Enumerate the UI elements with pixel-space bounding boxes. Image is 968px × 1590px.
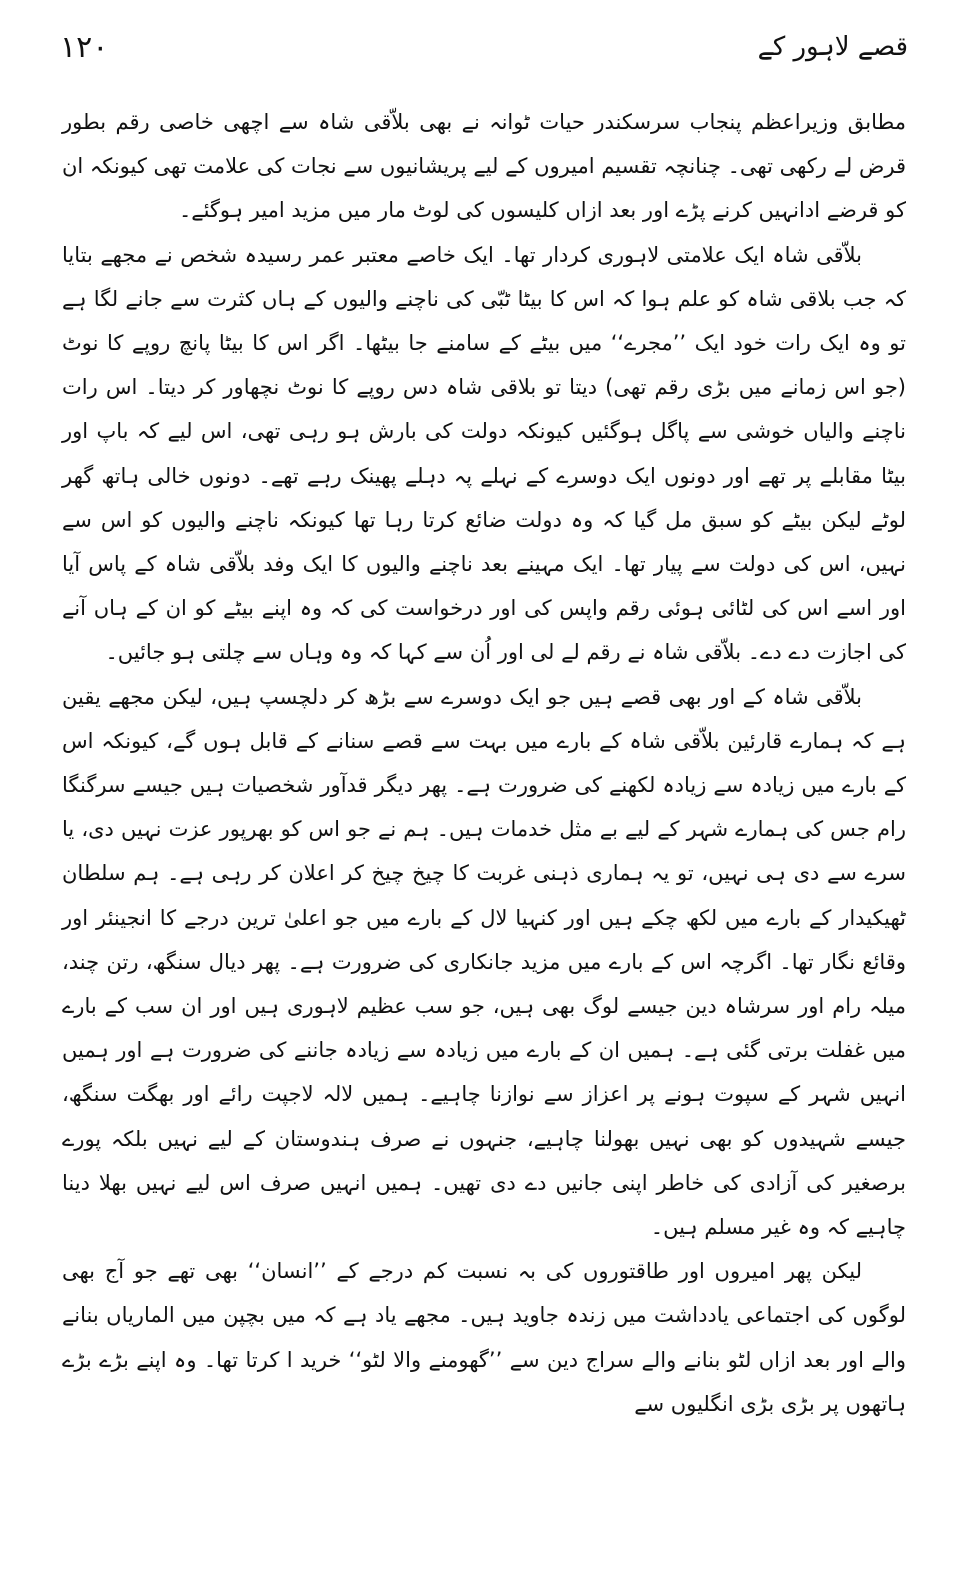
- paragraph-4: لیکن پھر امیروں اور طاقتوروں کی بہ نسبت کم درجے کے ’’انسان‘‘ بھی تھے جو آج بھی لوگوں کی اجتماعی یادداشت میں زندہ جاوید ہیں۔ مجھے یاد ہے کہ میں بچپن میں الماریاں بنانے والے اور بعد ازاں لٹو بنانے والے سراج دین سے ’’گھومنے والا لٹو‘‘ خرید ا کرتا تھا۔ وہ اپنے بڑے بڑے ہاتھوں پر بڑی بڑی انگلیوں سے: [62, 1259, 906, 1416]
- paragraph-1: مطابق وزیراعظم پنجاب سرسکندر حیات ٹوانہ نے بھی بلاّقی شاہ سے اچھی خاصی رقم بطور قرض لے رکھی تھی۔ چنانچہ تقسیم امیروں کے لیے پریشانیوں سے نجات کی علامت تھی کیونکہ ان کو قرضے ادانہیں کرنے پڑے اور بعد ازاں کلیسوں کی لوٹ مار میں مزید امیر ہوگئے۔: [62, 110, 906, 223]
- body-text: [62, 100, 906, 1426]
- paragraph-2: بلاّقی شاہ ایک علامتی لاہوری کردار تھا۔ ایک خاصے معتبر عمر رسیدہ شخص نے مجھے بتایا کہ جب بلاقی شاہ کو علم ہوا کہ اس کا بیٹا ٹبّی کی ناچنے والیوں کے ہاں کثرت سے جانے لگا ہے تو وہ ایک رات خود ایک ’’مجرے‘‘ میں بیٹے کے سامنے جا بیٹھا۔ اگر اس کا بیٹا پانچ روپے کا نوٹ (جو اس زمانے میں بڑی رقم تھی) دیتا تو بلاقی شاہ دس روپے کا نوٹ نچھاور کر دیتا۔ اس رات ناچنے والیاں خوشی سے پاگل ہوگئیں کیونکہ دولت کی بارش ہو رہی تھی، اس لیے کہ باپ اور بیٹا مقابلے پر تھے اور دونوں ایک دوسرے کے نہلے پہ دہلے پھینک رہے تھے۔ دونوں خالی ہاتھ گھر لوٹے لیکن بیٹے کو سبق مل گیا کہ وہ دولت ضائع کرتا رہا تھا کیونکہ ناچنے والیوں کو اس سے نہیں، اس کی دولت سے پیار تھا۔ ایک مہینے بعد ناچنے والیوں کا ایک وفد بلاّقی شاہ کے پاس آیا اور اسے اس کی لٹائی ہوئی رقم واپس کی اور درخواست کی کہ وہ اپنے بیٹے کو ان کے ہاں آنے کی اجازت دے دے۔ بلاّقی شاہ نے رقم لے لی اور اُن سے کہا کہ وہ وہاں سے چلتی ہو جائیں۔: [62, 242, 906, 665]
- paragraph-3: بلاّقی شاہ کے اور بھی قصے ہیں جو ایک دوسرے سے بڑھ کر دلچسپ ہیں، لیکن مجھے یقین ہے کہ ہمارے قارئین بلاّقی شاہ کے بارے میں بہت سے قصے سنانے کے قابل ہوں گے، کیونکہ اس کے بارے میں زیادہ سے زیادہ لکھنے کی ضرورت ہے۔ پھر دیگر قدآور شخصیات ہیں جیسے سرگنگا رام جس کی ہمارے شہر کے لیے بے مثل خدمات ہیں۔ ہم نے جو اس کو بھرپور عزت نہیں دی، یا سرے سے دی ہی نہیں، تو یہ ہماری ذہنی غربت کا چیخ چیخ کر اعلان کر رہی ہے۔ ہم سلطان ٹھیکیدار کے بارے میں لکھ چکے ہیں اور کنہیا لال کے بارے میں جو اعلیٰ ترین درجے کا انجینئر اور وقائع نگار تھا۔ اگرچہ اس کے بارے میں مزید جانکاری کی ضرورت ہے۔ پھر دیال سنگھ، رتن چند، میلہ رام اور سرشاہ دین جیسے لوگ بھی ہیں، جو سب عظیم لاہوری ہیں اور ان سب کے بارے میں غفلت برتی گئی ہے۔ ہمیں ان کے بارے میں زیادہ سے زیادہ جاننے کی ضرورت ہے اور ہمیں انہیں شہر کے سپوت ہونے پر اعزاز سے نوازنا چاہیے۔ ہمیں لالہ لاجپت رائے اور بھگت سنگھ، جیسے شہیدوں کو بھی نہیں بھولنا چاہیے، جنہوں نے صرف ہندوستان کے لیے نہیں بلکہ پورے برصغیر کی آزادی کی خاطر اپنی جانیں دے دی تھیں۔ ہمیں انہیں صرف اس لیے نہیں بھلا دینا چاہیے کہ وہ غیر مسلم ہیں۔: [62, 684, 906, 1240]
- running-title: قصے لاہور کے: [757, 32, 908, 62]
- page-number: ۱۲۰: [60, 30, 109, 65]
- page-header: [60, 30, 908, 80]
